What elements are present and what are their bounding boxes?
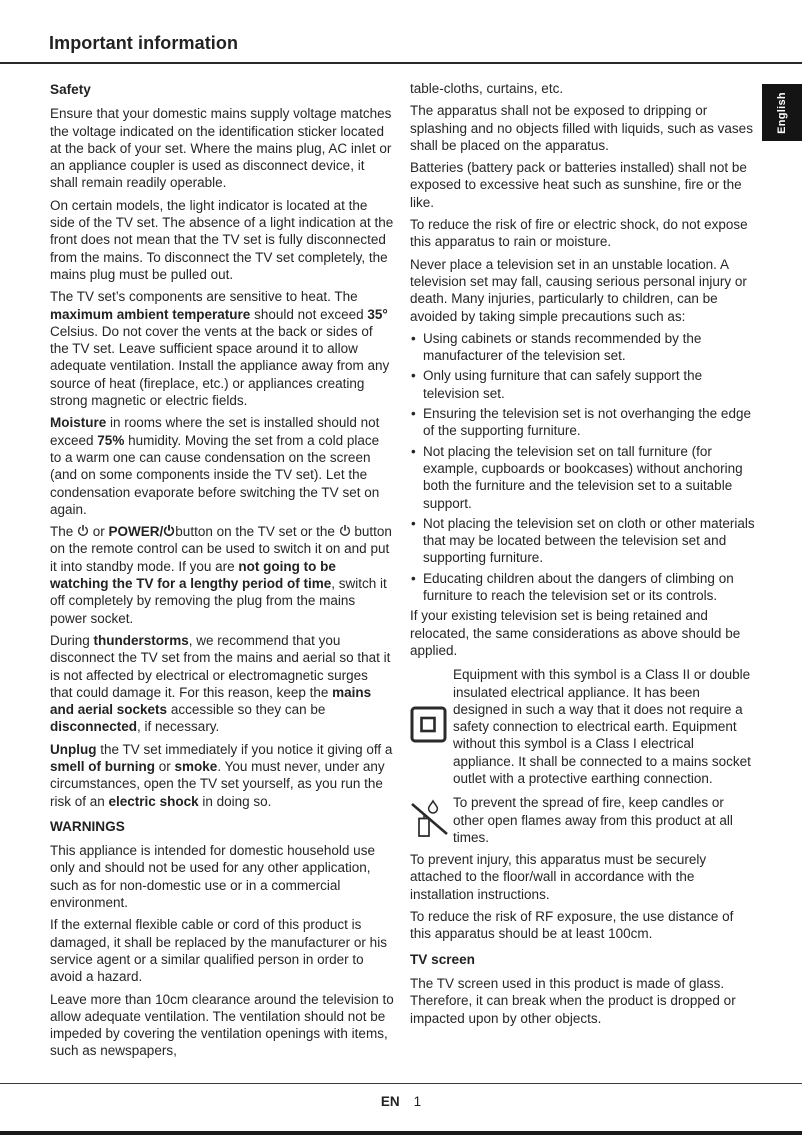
paragraph-clearance: Leave more than 10cm clearance around the television to allow adequate ventilation. The ventilation should not be impeded by covering the ventilation openings with items, such as newspapers, (50, 991, 394, 1059)
power-standby-icon (163, 524, 175, 537)
title-divider (0, 62, 802, 64)
paragraph-class-ii: Equipment with this symbol is a Class II or double insulated electrical appliance. It has been designed in such a way that it does not require a safety connection to electrical earth. Equipment without this symbol is a Class I electrical appliance. It shall be connected to a mains socket outlet with a protective earthing connection. (453, 667, 751, 786)
paragraph-heat: The TV set’s components are sensitive to heat. The maximum ambient temperature should not exceed 35° Celsius. Do not cover the vents at the back or sides of the TV set. Leave sufficient space around it to allow adequate ventilation. Install the appliance away from any source of heat (fireplace, etc.) or appliances creating strong magnetic or electric fields. (50, 289, 390, 409)
list-item: • Ensuring the television set is not overhanging the edge of the supporting furniture. (410, 405, 756, 440)
paragraph-fire-shock: To reduce the risk of fire or electric shock, do not expose this apparatus to rain or moisture. (410, 217, 748, 250)
left-column (50, 80, 394, 1065)
footer-page-number: 1 (413, 1094, 422, 1109)
paragraph-power: The or POWER/ button on the TV set or the button on the remote control can be used to switch it on and put it into standby mode. If you are not going to be watching the TV for a lengthy period of time, switch it off completely by removing the plug from the mains power socket. (50, 524, 392, 626)
precaution-list (410, 330, 756, 604)
class-ii-note (410, 666, 756, 787)
paragraph-unstable: Never place a television set in an unstable location. A television set may fall, causing serious personal injury or death. Many injuries, particularly to children, can be avoided by taking simple precautions such as: (410, 256, 747, 324)
footer-language-code: EN (380, 1094, 400, 1109)
paragraph-cable: If the external flexible cable or cord of this product is damaged, it shall be replaced by the manufacturer or his service agent or a similar qualified person in order to avoid a hazard. (50, 917, 387, 985)
paragraph-candles: To prevent the spread of fire, keep candles or other open flames away from this product at all times. (453, 795, 733, 845)
paragraph-rf: To reduce the risk of RF exposure, the use distance of this apparatus should be at least 100cm. (410, 909, 734, 942)
class-ii-double-insulation-icon (410, 706, 453, 747)
list-item: • Not placing the television set on cloth or other materials that may be located between the television set and supporting furniture. (410, 515, 756, 567)
no-open-flames-icon (410, 798, 453, 842)
page-footer (0, 1094, 802, 1109)
language-tab-label: English (776, 91, 789, 134)
right-column (410, 80, 756, 1065)
paragraph-voltage: Ensure that your domestic mains supply voltage matches the voltage indicated on the identification sticker located at the back of your set. Where the mains plug, AC inlet or an appliance coupler is used as disconnect device, it shall remain readily operable. (50, 106, 392, 191)
paragraph-dripping: The apparatus shall not be exposed to dripping or splashing and no objects filled with liquids, such as vases shall be placed on the apparatus. (410, 103, 753, 153)
power-standby-icon (339, 524, 351, 537)
power-standby-icon (77, 524, 89, 537)
paragraph-injury: To prevent injury, this apparatus must be securely attached to the floor/wall in accordance with the installation instructions. (410, 852, 707, 902)
paragraph-indicator: On certain models, the light indicator is located at the side of the TV set. The absence of a light indication at the front does not mean that the TV set is fully disconnected from the mains. To disconnect the TV set completely, the mains plug must be pulled out. (50, 197, 394, 282)
footer-divider (0, 1083, 802, 1084)
paragraph-moisture: Moisture in rooms where the set is installed should not exceed 75% humidity. Moving the set from a cold place to a warm one can cause condensation on the screen (and on some components inside the TV set). Let the condensation evaporate before switching the TV set on again. (50, 415, 380, 517)
paragraph-unplug: Unplug the TV set immediately if you notice it giving off a smell of burning or smoke. You must never, under any circumstances, open the TV set yourself, as you run the risk of an electric shock in doing so. (50, 741, 393, 809)
paragraph-domestic: This appliance is intended for domestic household use only and should not be used for any other application, such as for non-domestic use or in a commercial environment. (50, 843, 375, 911)
page-title: Important information (49, 33, 239, 53)
list-item: • Educating children about the dangers of climbing on furniture to reach the television set or its controls. (410, 570, 756, 605)
section-heading-tv-screen: TV screen (410, 951, 475, 967)
content-columns (50, 80, 756, 1065)
paragraph-tablecloths: table-cloths, curtains, etc. (410, 81, 564, 96)
section-heading-safety: Safety (50, 82, 91, 97)
page-bottom-bar (0, 1131, 802, 1135)
language-tab (762, 84, 802, 141)
paragraph-relocated: If your existing television set is being retained and relocated, the same considerations as above should be applied. (410, 608, 741, 658)
section-heading-warnings: WARNINGS (50, 818, 125, 834)
list-item: • Only using furniture that can safely support the television set. (410, 367, 756, 402)
no-open-flames-note (410, 794, 756, 846)
paragraph-glass: The TV screen used in this product is made of glass. Therefore, it can break when the product is dropped or impacted upon by other objects. (410, 975, 736, 1026)
paragraph-thunderstorms: During thunderstorms, we recommend that you disconnect the TV set from the mains and aerial so that it is not affected by electrical or electromagnetic surges that could damage it. For this reason, keep the mains and aerial sockets accessible so they can be disconnected, if necessary. (50, 632, 391, 735)
paragraph-batteries: Batteries (battery pack or batteries installed) shall not be exposed to excessive heat such as sunshine, fire or the like. (410, 160, 747, 210)
list-item: • Using cabinets or stands recommended by the manufacturer of the television set. (410, 330, 756, 365)
list-item: • Not placing the television set on tall furniture (for example, cupboards or bookcases) without anchoring both the furniture and the television set to a suitable support. (410, 443, 756, 512)
